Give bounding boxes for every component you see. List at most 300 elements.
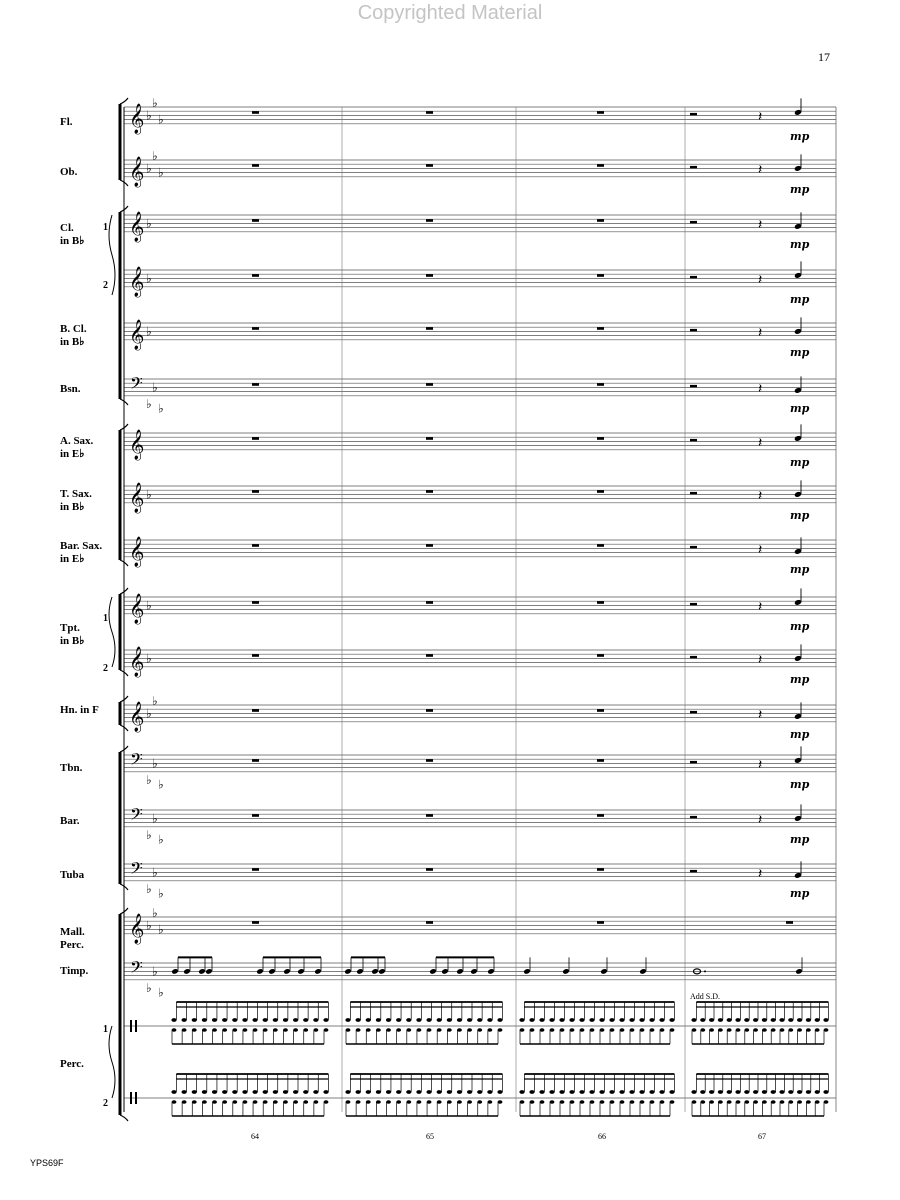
percussion-note: [806, 1018, 811, 1022]
percussion-note: [416, 1018, 421, 1022]
percussion-note: [744, 1090, 749, 1094]
quarter-rest-icon: 𝄽: [758, 109, 763, 125]
percussion-note: [171, 1090, 176, 1094]
dynamic-mp: mp: [790, 238, 810, 251]
key-flat-icon: ♭: [146, 598, 152, 613]
half-rest-icon: [690, 816, 697, 819]
whole-rest-icon: [426, 437, 433, 440]
whole-rest-icon: [426, 709, 433, 712]
percussion-note: [589, 1018, 594, 1022]
whole-rest-icon: [252, 814, 259, 817]
treble-clef-icon: 𝄞: [129, 537, 145, 567]
percussion-note: [629, 1090, 634, 1094]
half-rest-icon: [690, 113, 697, 116]
whole-rest-icon: [597, 601, 604, 604]
key-flat-icon: ♭: [146, 706, 152, 721]
instrument-label-perc1: Perc.: [60, 1058, 84, 1070]
whole-rest-icon: [252, 654, 259, 657]
instrument-label-tpt1: Tpt. in B♭: [60, 622, 85, 647]
percussion-note: [700, 1018, 705, 1022]
whole-rest-icon: [597, 437, 604, 440]
percussion-note: [313, 1090, 318, 1094]
percussion-note: [779, 1090, 784, 1094]
whole-rest-icon: [252, 437, 259, 440]
dynamic-mp: mp: [790, 887, 810, 900]
whole-rest-icon: [252, 274, 259, 277]
percussion-note: [366, 1018, 371, 1022]
whole-rest-icon: [597, 544, 604, 547]
percussion-note: [303, 1018, 308, 1022]
half-rest-icon: [690, 761, 697, 764]
percussion-note: [744, 1018, 749, 1022]
dynamic-mp: mp: [790, 728, 810, 741]
percussion-note: [303, 1090, 308, 1094]
key-flat-icon: ♭: [146, 487, 152, 502]
quarter-rest-icon: 𝄽: [758, 272, 763, 288]
percussion-note: [396, 1018, 401, 1022]
whole-rest-icon: [426, 921, 433, 924]
instrument-label-asax: A. Sax. in E♭: [60, 435, 94, 460]
percussion-note: [477, 1090, 482, 1094]
percussion-note: [639, 1018, 644, 1022]
percussion-note: [519, 1090, 524, 1094]
percussion-note: [283, 1090, 288, 1094]
copyright-watermark: Copyrighted Material: [357, 2, 543, 24]
percussion-note: [639, 1090, 644, 1094]
percussion-note: [771, 1018, 776, 1022]
percussion-note: [659, 1018, 664, 1022]
percussion-note: [252, 1018, 257, 1022]
percussion-note: [457, 1090, 462, 1094]
percussion-note: [569, 1090, 574, 1094]
treble-clef-icon: 𝄞: [129, 594, 145, 624]
percussion-note: [323, 1018, 328, 1022]
percussion-note: [497, 1018, 502, 1022]
key-flat-icon: ♭: [146, 397, 152, 412]
key-flat-icon: ♭: [158, 777, 164, 792]
percussion-note: [356, 1018, 361, 1022]
dynamic-mp: mp: [790, 509, 810, 522]
percussion-note: [549, 1018, 554, 1022]
percussion-note: [222, 1090, 227, 1094]
percussion-note: [345, 1018, 350, 1022]
percussion-note: [182, 1090, 187, 1094]
percussion-note: [376, 1090, 381, 1094]
percussion-note: [823, 1018, 828, 1022]
half-rest-icon: [690, 439, 697, 442]
percussion-note: [426, 1018, 431, 1022]
percussion-note: [437, 1018, 442, 1022]
half-rest-icon: [690, 603, 697, 606]
instrument-label-barsax: Bar. Sax. in E♭: [60, 540, 103, 565]
percussion-note: [753, 1090, 758, 1094]
whole-rest-icon: [597, 111, 604, 114]
instrument-label-bsn: Bsn.: [60, 383, 81, 395]
percussion-note: [700, 1090, 705, 1094]
percussion-note: [242, 1018, 247, 1022]
instrument-label-tbn: Tbn.: [60, 762, 83, 774]
instrument-label-bcl: B. Cl. in B♭: [60, 323, 87, 348]
key-flat-icon: ♭: [146, 271, 152, 286]
key-flat-icon: ♭: [146, 773, 152, 788]
whole-rest-icon: [597, 327, 604, 330]
bracket-hook: [120, 1115, 128, 1121]
percussion-note: [539, 1018, 544, 1022]
percussion-note: [669, 1090, 674, 1094]
percussion-note: [709, 1090, 714, 1094]
whole-rest-icon: [597, 921, 604, 924]
instrument-label-tsax: T. Sax. in B♭: [60, 488, 92, 513]
percussion-note: [192, 1090, 197, 1094]
whole-rest-icon: [426, 164, 433, 167]
treble-clef-icon: 𝄞: [129, 647, 145, 677]
percussion-note: [345, 1090, 350, 1094]
key-flat-icon: ♭: [152, 811, 158, 826]
instrument-label-ob: Ob.: [60, 166, 78, 178]
percussion-note: [779, 1018, 784, 1022]
bass-clef-icon: 𝄢: [130, 373, 143, 397]
quarter-rest-icon: 𝄽: [758, 381, 763, 397]
percussion-note: [293, 1090, 298, 1094]
whole-rest-icon: [597, 814, 604, 817]
dynamic-mp: mp: [790, 563, 810, 576]
whole-rest-icon: [597, 164, 604, 167]
half-rest-icon: [690, 276, 697, 279]
instrument-label-bar: Bar.: [60, 815, 80, 827]
percussion-note: [212, 1090, 217, 1094]
percussion-note: [232, 1090, 237, 1094]
whole-rest-icon: [252, 921, 259, 924]
percussion-note: [252, 1090, 257, 1094]
percussion-note: [619, 1090, 624, 1094]
whole-rest-icon: [252, 709, 259, 712]
quarter-rest-icon: 𝄽: [758, 757, 763, 773]
whole-rest-icon: [597, 654, 604, 657]
bass-clef-icon: 𝄢: [130, 804, 143, 828]
part-number-perc1: 1: [103, 1024, 108, 1035]
key-flat-icon: ♭: [152, 756, 158, 771]
percussion-note: [797, 1090, 802, 1094]
percussion-note: [788, 1090, 793, 1094]
percussion-note: [386, 1090, 391, 1094]
percussion-note: [788, 1018, 793, 1022]
measure-number-66: 66: [598, 1132, 606, 1141]
treble-clef-icon: 𝄞: [129, 430, 145, 460]
percussion-note: [619, 1018, 624, 1022]
key-flat-icon: ♭: [152, 380, 158, 395]
key-flat-icon: ♭: [158, 165, 164, 180]
percussion-note: [437, 1090, 442, 1094]
percussion-note: [669, 1018, 674, 1022]
percussion-note: [426, 1090, 431, 1094]
percussion-note: [815, 1018, 820, 1022]
percussion-note: [467, 1018, 472, 1022]
whole-rest-icon: [252, 111, 259, 114]
percussion-note: [396, 1090, 401, 1094]
percussion-note: [753, 1018, 758, 1022]
key-flat-icon: ♭: [146, 651, 152, 666]
percussion-note: [815, 1090, 820, 1094]
percussion-clef-icon: [130, 1092, 132, 1104]
catalog-code: YPS69F: [30, 1158, 64, 1168]
bass-clef-icon: 𝄢: [130, 858, 143, 882]
measure-number-65: 65: [426, 1132, 434, 1141]
percussion-note: [797, 1018, 802, 1022]
percussion-note: [202, 1090, 207, 1094]
bass-clef-icon: 𝄢: [130, 749, 143, 773]
quarter-rest-icon: 𝄽: [758, 812, 763, 828]
key-flat-icon: ♭: [146, 161, 152, 176]
percussion-note: [569, 1018, 574, 1022]
half-rest-icon: [690, 221, 697, 224]
half-rest-icon: [690, 546, 697, 549]
whole-rest-icon: [597, 490, 604, 493]
key-flat-icon: ♭: [146, 828, 152, 843]
percussion-note: [609, 1018, 614, 1022]
measure-number-67: 67: [758, 1132, 766, 1141]
percussion-note: [727, 1018, 732, 1022]
treble-clef-icon: 𝄞: [129, 212, 145, 242]
percussion-note: [718, 1090, 723, 1094]
whole-rest-icon: [426, 383, 433, 386]
part-number-cl1: 1: [103, 222, 108, 233]
key-flat-icon: ♭: [158, 832, 164, 847]
key-flat-icon: ♭: [152, 865, 158, 880]
dynamic-mp: mp: [790, 402, 810, 415]
key-flat-icon: ♭: [146, 981, 152, 996]
key-flat-icon: ♭: [152, 693, 158, 708]
percussion-note: [589, 1090, 594, 1094]
percussion-note: [366, 1090, 371, 1094]
percussion-note: [477, 1018, 482, 1022]
key-flat-icon: ♭: [146, 918, 152, 933]
whole-rest-icon: [426, 759, 433, 762]
quarter-rest-icon: 𝄽: [758, 162, 763, 178]
treble-clef-icon: 𝄞: [129, 914, 145, 944]
whole-rest-icon: [252, 490, 259, 493]
measure-number-64: 64: [251, 1132, 259, 1141]
dynamic-mp: mp: [790, 833, 810, 846]
dynamic-mp: mp: [790, 620, 810, 633]
percussion-note: [212, 1018, 217, 1022]
whole-rest-icon: [426, 274, 433, 277]
key-flat-icon: ♭: [158, 985, 164, 1000]
dynamic-mp: mp: [790, 346, 810, 359]
percussion-note: [457, 1018, 462, 1022]
part-number-tpt1: 1: [103, 613, 108, 624]
part-number-cl2: 2: [103, 280, 108, 291]
whole-rest-icon: [786, 921, 793, 924]
percussion-note: [539, 1090, 544, 1094]
percussion-note: [735, 1018, 740, 1022]
key-flat-icon: ♭: [146, 324, 152, 339]
whole-rest-icon: [252, 868, 259, 871]
percussion-note: [735, 1090, 740, 1094]
treble-clef-icon: 𝄞: [129, 702, 145, 732]
percussion-note: [406, 1018, 411, 1022]
whole-rest-icon: [252, 219, 259, 222]
quarter-rest-icon: 𝄽: [758, 542, 763, 558]
percussion-note: [376, 1018, 381, 1022]
treble-clef-icon: 𝄞: [129, 483, 145, 513]
percussion-note: [192, 1018, 197, 1022]
percussion-note: [579, 1090, 584, 1094]
percussion-note: [202, 1018, 207, 1022]
percussion-note: [649, 1090, 654, 1094]
treble-clef-icon: 𝄞: [129, 320, 145, 350]
key-flat-icon: ♭: [152, 95, 158, 110]
percussion-note: [529, 1090, 534, 1094]
percussion-note: [806, 1090, 811, 1094]
whole-rest-icon: [426, 219, 433, 222]
page-number: 17: [818, 50, 830, 64]
percussion-clef-icon: [130, 1020, 132, 1032]
percussion-note: [579, 1018, 584, 1022]
whole-rest-icon: [597, 274, 604, 277]
key-flat-icon: ♭: [146, 108, 152, 123]
percussion-note: [273, 1018, 278, 1022]
whole-rest-icon: [426, 868, 433, 871]
percussion-note: [283, 1018, 288, 1022]
bass-clef-icon: 𝄢: [130, 957, 143, 981]
percussion-note: [313, 1018, 318, 1022]
percussion-note: [273, 1090, 278, 1094]
bracket-hook: [120, 98, 128, 104]
instrument-label-hn: Hn. in F: [60, 704, 99, 716]
half-rest-icon: [690, 329, 697, 332]
whole-rest-icon: [597, 383, 604, 386]
half-rest-icon: [690, 492, 697, 495]
percussion-clef-icon: [135, 1020, 137, 1032]
quarter-rest-icon: 𝄽: [758, 707, 763, 723]
half-rest-icon: [690, 870, 697, 873]
key-flat-icon: ♭: [146, 882, 152, 897]
whole-rest-icon: [252, 544, 259, 547]
percussion-note: [609, 1090, 614, 1094]
percussion-note: [487, 1090, 492, 1094]
whole-rest-icon: [597, 709, 604, 712]
key-flat-icon: ♭: [158, 922, 164, 937]
percussion-clef-icon: [135, 1092, 137, 1104]
whole-rest-icon: [426, 814, 433, 817]
percussion-note: [599, 1090, 604, 1094]
add-snare-drum-annotation: Add S.D.: [690, 992, 721, 1001]
percussion-note: [232, 1018, 237, 1022]
percussion-note: [171, 1018, 176, 1022]
quarter-rest-icon: 𝄽: [758, 652, 763, 668]
percussion-note: [762, 1018, 767, 1022]
percussion-note: [709, 1018, 714, 1022]
part-number-tpt2: 2: [103, 663, 108, 674]
instrument-label-timp: Timp.: [60, 965, 89, 977]
percussion-note: [529, 1018, 534, 1022]
percussion-note: [718, 1018, 723, 1022]
percussion-note: [406, 1090, 411, 1094]
key-flat-icon: ♭: [152, 148, 158, 163]
percussion-note: [242, 1090, 247, 1094]
percussion-note: [549, 1090, 554, 1094]
percussion-note: [629, 1018, 634, 1022]
instrument-label-fl: Fl.: [60, 116, 73, 128]
percussion-note: [447, 1090, 452, 1094]
dynamic-mp: mp: [790, 673, 810, 686]
dynamic-mp: mp: [790, 293, 810, 306]
dynamic-mp: mp: [790, 778, 810, 791]
dynamic-mp: mp: [790, 456, 810, 469]
percussion-note: [416, 1090, 421, 1094]
half-rest-icon: [690, 656, 697, 659]
key-flat-icon: ♭: [152, 964, 158, 979]
whole-rest-icon: [426, 601, 433, 604]
whole-rest-icon: [426, 490, 433, 493]
key-flat-icon: ♭: [158, 112, 164, 127]
half-rest-icon: [690, 385, 697, 388]
whole-rest-icon: [426, 111, 433, 114]
percussion-note: [447, 1018, 452, 1022]
percussion-note: [727, 1090, 732, 1094]
treble-clef-icon: 𝄞: [129, 267, 145, 297]
key-flat-icon: ♭: [152, 905, 158, 920]
key-flat-icon: ♭: [158, 401, 164, 416]
percussion-note: [519, 1018, 524, 1022]
dynamic-mp: mp: [790, 183, 810, 196]
percussion-note: [599, 1018, 604, 1022]
percussion-note: [762, 1090, 767, 1094]
percussion-note: [497, 1090, 502, 1094]
quarter-rest-icon: 𝄽: [758, 435, 763, 451]
whole-rest-icon: [597, 868, 604, 871]
percussion-note: [823, 1090, 828, 1094]
percussion-note: [263, 1090, 268, 1094]
whole-rest-icon: [252, 383, 259, 386]
percussion-note: [467, 1090, 472, 1094]
percussion-note: [649, 1018, 654, 1022]
treble-clef-icon: 𝄞: [129, 104, 145, 134]
percussion-note: [691, 1090, 696, 1094]
half-rest-icon: [690, 166, 697, 169]
instrument-label-tuba: Tuba: [60, 869, 85, 881]
percussion-note: [659, 1090, 664, 1094]
quarter-rest-icon: 𝄽: [758, 217, 763, 233]
percussion-note: [487, 1018, 492, 1022]
dynamic-mp: mp: [790, 130, 810, 143]
augmentation-dot: [704, 970, 706, 972]
percussion-note: [559, 1018, 564, 1022]
percussion-note: [559, 1090, 564, 1094]
whole-rest-icon: [426, 327, 433, 330]
whole-rest-icon: [426, 544, 433, 547]
whole-rest-icon: [252, 759, 259, 762]
percussion-note: [222, 1018, 227, 1022]
percussion-note: [323, 1090, 328, 1094]
percussion-note: [356, 1090, 361, 1094]
instrument-label-cl1: Cl. in B♭: [60, 222, 85, 247]
whole-rest-icon: [252, 164, 259, 167]
whole-rest-icon: [597, 759, 604, 762]
whole-rest-icon: [252, 327, 259, 330]
quarter-rest-icon: 𝄽: [758, 488, 763, 504]
quarter-rest-icon: 𝄽: [758, 325, 763, 341]
whole-rest-icon: [252, 601, 259, 604]
part-number-perc2: 2: [103, 1098, 108, 1109]
key-flat-icon: ♭: [158, 886, 164, 901]
quarter-rest-icon: 𝄽: [758, 866, 763, 882]
percussion-note: [771, 1090, 776, 1094]
percussion-note: [386, 1018, 391, 1022]
instrument-label-mall: Mall. Perc.: [60, 926, 85, 951]
whole-rest-icon: [597, 219, 604, 222]
percussion-note: [182, 1018, 187, 1022]
